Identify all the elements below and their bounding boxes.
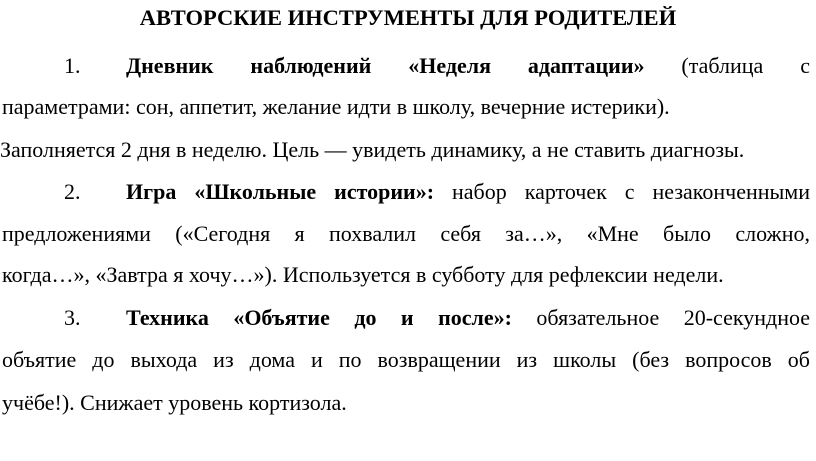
item-3-line1-rest: обязательное 20-секундное (536, 305, 811, 330)
item-2-line1-rest: набор карточек с незаконченными (452, 179, 810, 204)
item-3-line-2: объятие до выхода из дома и по возвращении из школы (без вопросов об (2, 347, 810, 372)
item-3-heading: Техника «Объятие до и после»: (126, 305, 512, 330)
item-2-line-1 (2, 178, 810, 206)
item-1-line-2: параметрами: сон, аппетит, желание идти в школу, вечерние истерики). (2, 94, 670, 119)
item-3-line-1 (2, 304, 810, 332)
item-1-number: 1. (64, 53, 81, 78)
item-3-number: 3. (64, 305, 81, 330)
item-1-line-3: Заполняется 2 дня в неделю. Цель — увидеть динамику, а не ставить диагнозы. (0, 137, 745, 162)
item-2-line-2: предложениями («Сегодня я похвалил себя за…», «Мне было сложно, (2, 221, 810, 246)
item-2-heading: Игра «Школьные истории»: (126, 179, 435, 204)
item-1-heading: Дневник наблюдений «Неделя адаптации» (126, 53, 645, 78)
item-1-line-1 (2, 52, 810, 80)
item-1-line1-rest: (таблица с (681, 53, 810, 78)
item-2-number: 2. (64, 179, 81, 204)
item-2-line-3: когда…», «Завтра я хочу…»). Используется в субботу для рефлексии недели. (2, 262, 724, 287)
item-3-line-3: учёбе!). Снижает уровень кортизола. (2, 390, 347, 415)
page-title: АВТОРСКИЕ ИНСТРУМЕНТЫ ДЛЯ РОДИТЕЛЕЙ (139, 5, 677, 30)
